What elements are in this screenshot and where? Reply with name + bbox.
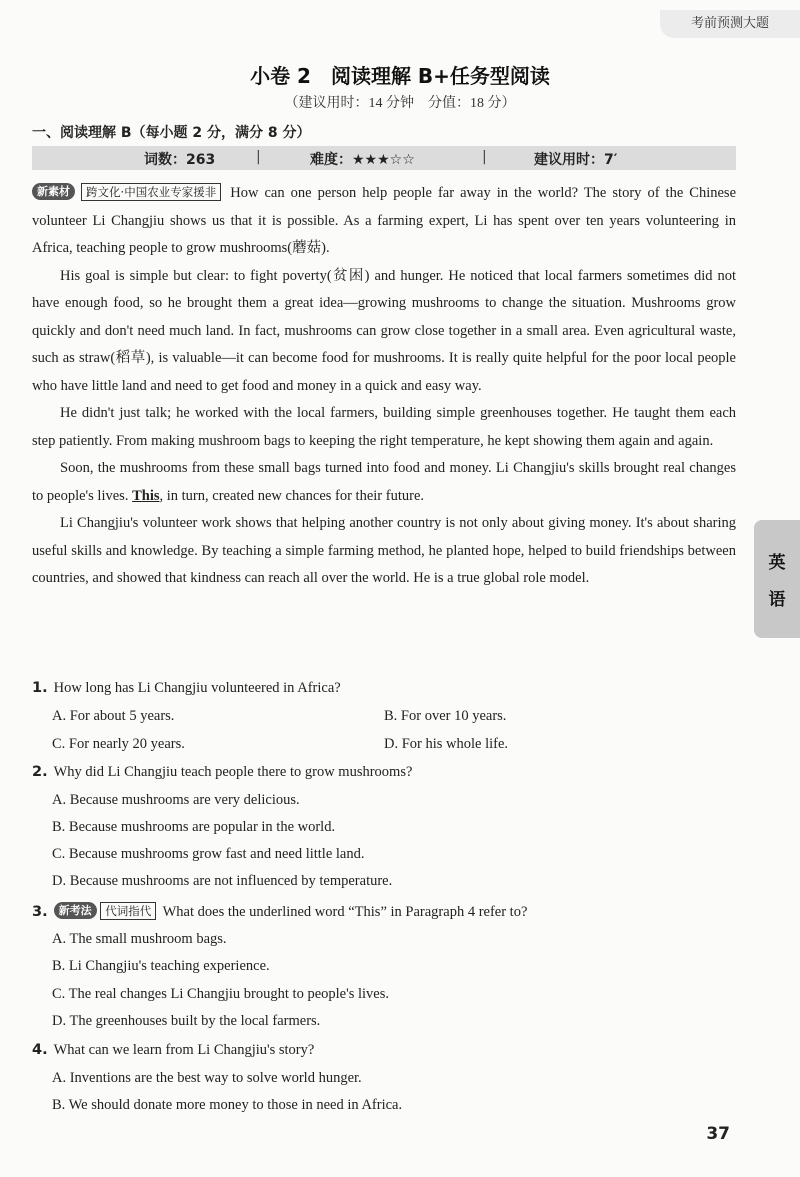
option[interactable]: C. The real changes Li Changjiu brought to people's lives. [52, 986, 389, 1002]
option[interactable]: A. Inventions are the best way to solve world hunger. [52, 1070, 362, 1086]
side-tab-char: 英 [768, 553, 786, 573]
question-text: What does the underlined word “This” in Paragraph 4 refer to? [162, 904, 528, 920]
page-subtitle: （建议用时：14 分钟 分值：18 分） [284, 96, 516, 111]
word-count: 词数：263 [144, 152, 216, 168]
option[interactable]: A. Because mushrooms are very delicious. [52, 792, 300, 808]
info-separator: | [256, 149, 261, 165]
question-text: What can we learn from Li Changjiu's story? [53, 1042, 315, 1058]
paragraph-2: His goal is simple but clear: to fight poverty(贫困) and hunger. He noticed that local farmers sometimes did not have enough food, so he brought them a great idea—growing mushrooms to change the situation. Mushrooms grow quickly and don't need much land. In fact, mushrooms can grow close together in a small area. Even agricultural waste, such as straw(稻草), is valuable—it can become food for mushrooms. It is really quite helpful for the poor local people who have little land and need to get food and money in a quick and easy way. [32, 267, 736, 394]
question-number: 2. [32, 764, 48, 780]
option[interactable]: D. The greenhouses built by the local farmers. [52, 1013, 321, 1029]
question-number: 3. [32, 904, 48, 920]
paragraph-4 [32, 455, 736, 510]
question-1 [32, 680, 736, 697]
question-4 [32, 1042, 736, 1059]
side-tab-char: 语 [768, 590, 786, 610]
info-bar [32, 146, 736, 170]
question-3 [32, 902, 736, 921]
new-method-badge: 新考法 [54, 902, 97, 919]
question-type-tag: 代词指代 [100, 902, 156, 920]
paragraph-1-text: How can one person help people far away in the world? The story of the Chinese volunteer Li Changjiu shows us that it is possible. As a farming expert, Li has spent over ten years volunteering in Africa, teaching people to grow mushrooms(蘑菇). [32, 185, 737, 256]
page-title: 小卷 2 阅读理解 B+任务型阅读 [250, 64, 550, 88]
paragraph-3: He didn't just talk; he worked with the local farmers, building simple greenhouses together. He taught them each step patiently. From making mushroom bags to keeping the right temperature, he kept showing them again and again. [32, 405, 736, 449]
topic-tag: 跨文化·中国农业专家援非 [81, 183, 221, 201]
info-separator: | [482, 149, 487, 165]
paragraph-5: Li Changjiu's volunteer work shows that helping another country is not only about giving money. It's about sharing useful skills and knowledge. By teaching a simple farming method, he planted hope, helped to build friendships between countries, and showed that kindness can reach all over the world. He is a true global role model. [32, 515, 736, 586]
question-2 [32, 764, 736, 781]
section-heading: 一、阅读理解 B（每小题 2 分，满分 8 分） [32, 125, 311, 141]
question-text: Why did Li Changjiu teach people there to grow mushrooms? [53, 764, 413, 780]
question-text: How long has Li Changjiu volunteered in Africa? [53, 680, 341, 696]
option[interactable]: D. Because mushrooms are not influenced by temperature. [52, 873, 393, 889]
header-tag: 考前预测大题 [660, 10, 800, 38]
option[interactable]: D. For his whole life. [384, 736, 509, 752]
option[interactable]: A. The small mushroom bags. [52, 931, 227, 947]
paragraph-4-text: , in turn, created new chances for their future. [159, 487, 425, 504]
option[interactable]: B. For over 10 years. [384, 708, 507, 724]
suggested-time: 建议用时：7′ [534, 152, 618, 168]
underlined-word: This [132, 487, 160, 504]
option[interactable]: C. Because mushrooms grow fast and need little land. [52, 846, 365, 862]
question-number: 1. [32, 680, 48, 696]
question-number: 4. [32, 1042, 48, 1058]
paragraph-4-text: Soon, the mushrooms from these small bags turned into food and money. Li Changjiu's skills brought real changes to people's lives. [32, 460, 736, 504]
reading-passage [32, 180, 736, 593]
difficulty-rating: 难度：★★★☆☆ [310, 152, 415, 168]
page-number: 37 [706, 1124, 730, 1144]
option[interactable]: B. Li Changjiu's teaching experience. [52, 958, 270, 974]
option[interactable]: B. We should donate more money to those in need in Africa. [52, 1097, 403, 1113]
new-material-badge: 新素材 [32, 183, 75, 200]
option[interactable]: A. For about 5 years. [52, 708, 175, 724]
paragraph-1 [32, 180, 736, 263]
subject-side-tab [754, 520, 800, 638]
option[interactable]: C. For nearly 20 years. [52, 736, 185, 752]
option[interactable]: B. Because mushrooms are popular in the world. [52, 819, 336, 835]
